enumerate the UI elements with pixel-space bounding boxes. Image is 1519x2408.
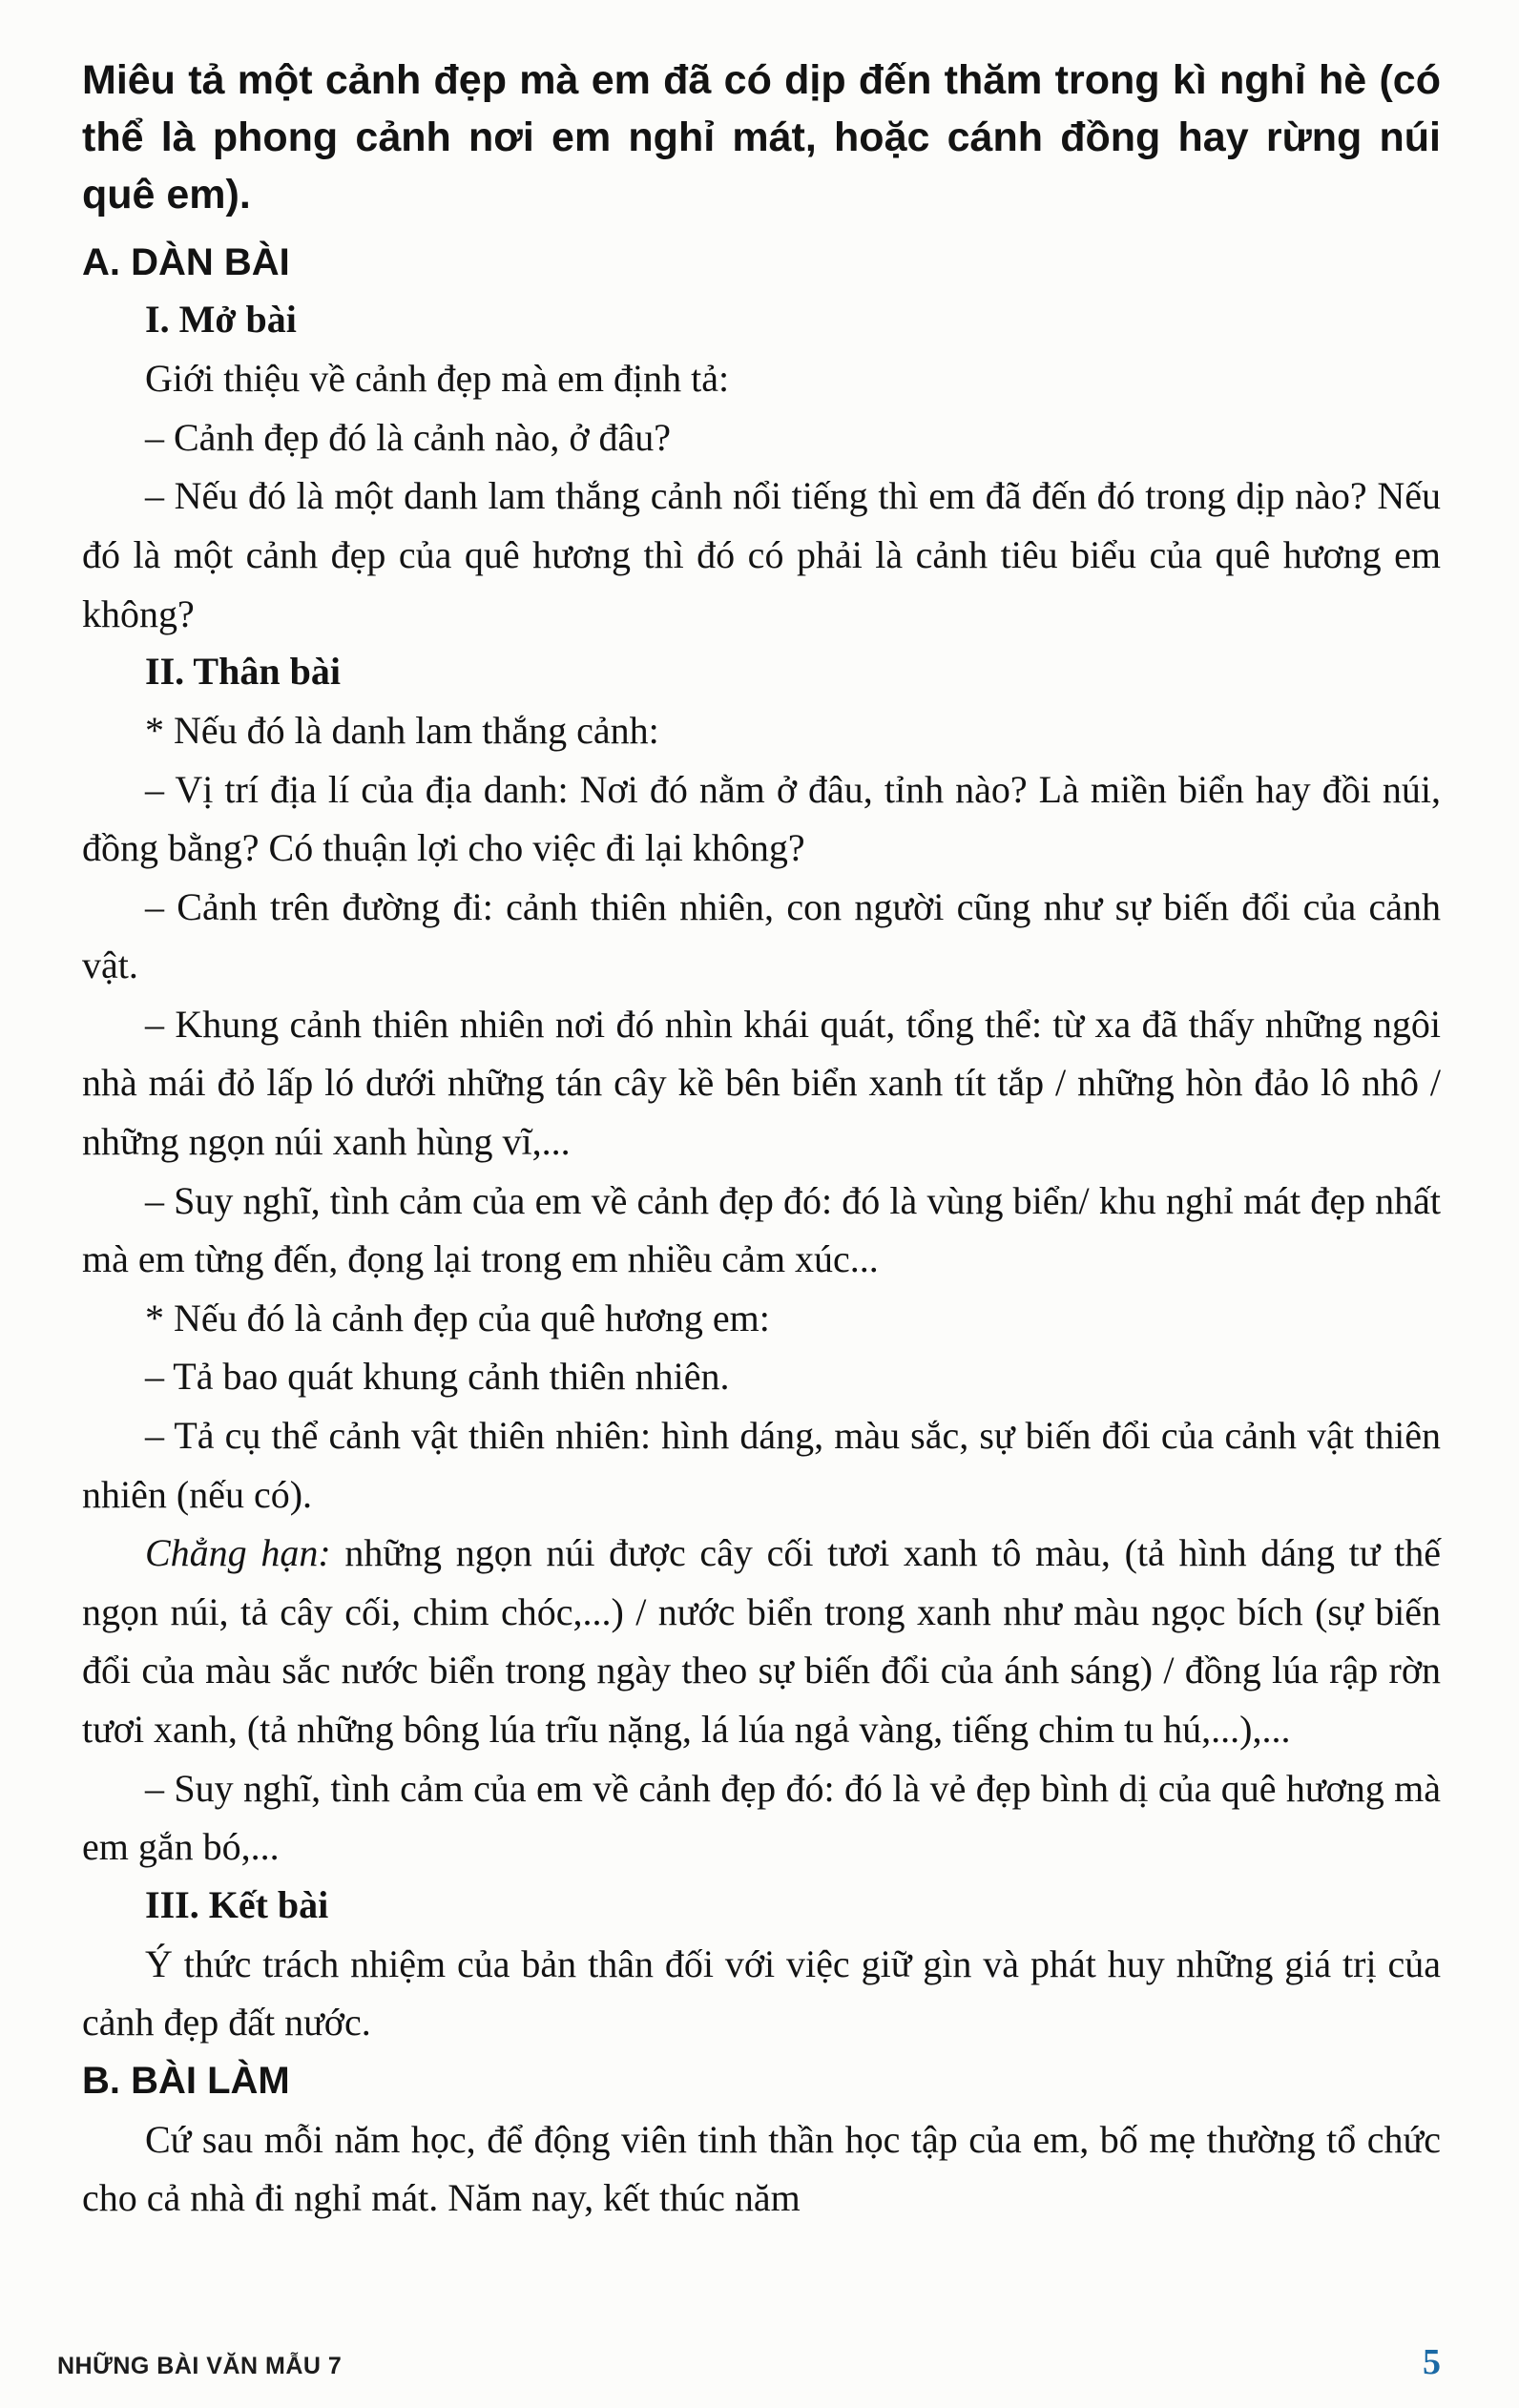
example-lead-italic: Chẳng hạn: (145, 1531, 331, 1575)
paragraph-star-que-huong: * Nếu đó là cảnh đẹp của quê hương em: (145, 1296, 770, 1339)
paragraph-suy-nghi-2: – Suy nghĩ, tình cảm của em về cảnh đẹp đó: đó là vẻ đẹp bình dị của quê hương mà em gắn bó,... (82, 1766, 1441, 1869)
paragraph-canh-dep: – Cảnh đẹp đó là cảnh nào, ở đâu? (145, 415, 671, 459)
paragraph-y-thuc: Ý thức trách nhiệm của bản thân đối với việc giữ gìn và phát huy những giá trị của cảnh đẹp đất nước. (82, 1941, 1441, 2045)
paragraph-ta-cu-the: – Tả cụ thể cảnh vật thiên nhiên: hình dáng, màu sắc, sự biến đổi của cảnh vật thiên nhiên (nếu có). (82, 1414, 1441, 1516)
paragraph-khung-canh: – Khung cảnh thiên nhiên nơi đó nhìn khái quát, tổng thể: từ xa đã thấy những ngôi nhà mái đỏ lấp ló dưới những tán cây kề bên biển xanh tít tắp / những hòn đảo lô nhô / những ngọn núi xanh hùng vĩ,... (82, 1002, 1441, 1164)
paragraph-canh-duong: – Cảnh trên đường đi: cảnh thiên nhiên, con người cũng như sự biến đổi của cảnh vật. (82, 884, 1441, 987)
heading-mo-bai: I. Mở bài (145, 298, 297, 342)
paragraph-danh-lam: – Nếu đó là một danh lam thắng cảnh nổi tiếng thì em đã đến đó trong dịp nào? Nếu đó là một cảnh đẹp của quê hương thì đó có phải là cảnh tiêu biểu của quê hương em không? (82, 474, 1441, 635)
page-footer (57, 2341, 1441, 2383)
book-title: NHỮNG BÀI VĂN MẪU 7 (57, 2353, 343, 2379)
heading-ket-bai: III. Kết bài (145, 1882, 329, 1926)
example-text: những ngọn núi được cây cối tươi xanh tô màu, (tả hình dáng tư thế ngọn núi, tả cây cối, chim chóc,...) / nước biển trong xanh như màu ngọc bích (sự biến đổi của màu sắc nước biển trong ngày theo sự biến đổi của ánh sáng) / đồng lúa rập rờn tươi xanh, (tả những bông lúa trĩu nặng, lá lúa ngả vàng, tiếng chim tu hú,...),... (82, 1531, 1441, 1752)
section-a-heading: A. DÀN BÀI (82, 240, 290, 283)
heading-than-bai: II. Thân bài (145, 650, 341, 694)
essay-prompt: Miêu tả một cảnh đẹp mà em đã có dịp đến thăm trong kì nghỉ hè (có thể là phong cảnh nơi em nghỉ mát, hoặc cánh đồng hay rừng núi quê em). (82, 57, 1441, 218)
paragraph-bai-lam-1: Cứ sau mỗi năm học, để động viên tinh thần học tập của em, bố mẹ thường tổ chức cho cả nhà đi nghỉ mát. Năm nay, kết thúc năm (82, 2117, 1441, 2220)
page-number: 5 (1423, 2342, 1441, 2382)
paragraph-ta-bao-quat: – Tả bao quát khung cảnh thiên nhiên. (145, 1355, 730, 1399)
paragraph-suy-nghi-1: – Suy nghĩ, tình cảm của em về cảnh đẹp đó: đó là vùng biển/ khu nghỉ mát đẹp nhất mà em từng đến, đọng lại trong em nhiều cảm xúc... (82, 1178, 1441, 1281)
paragraph-gioi-thieu: Giới thiệu về cảnh đẹp mà em định tả: (145, 357, 730, 401)
paragraph-star-danh-lam: * Nếu đó là danh lam thắng cảnh: (145, 708, 659, 752)
paragraph-vi-tri: – Vị trí địa lí của địa danh: Nơi đó nằm ở đâu, tỉnh nào? Là miền biển hay đồi núi, đồng bằng? Có thuận lợi cho việc đi lại không? (82, 767, 1441, 870)
paragraph-example (82, 1524, 1441, 1758)
section-b-heading: B. BÀI LÀM (82, 2059, 290, 2102)
